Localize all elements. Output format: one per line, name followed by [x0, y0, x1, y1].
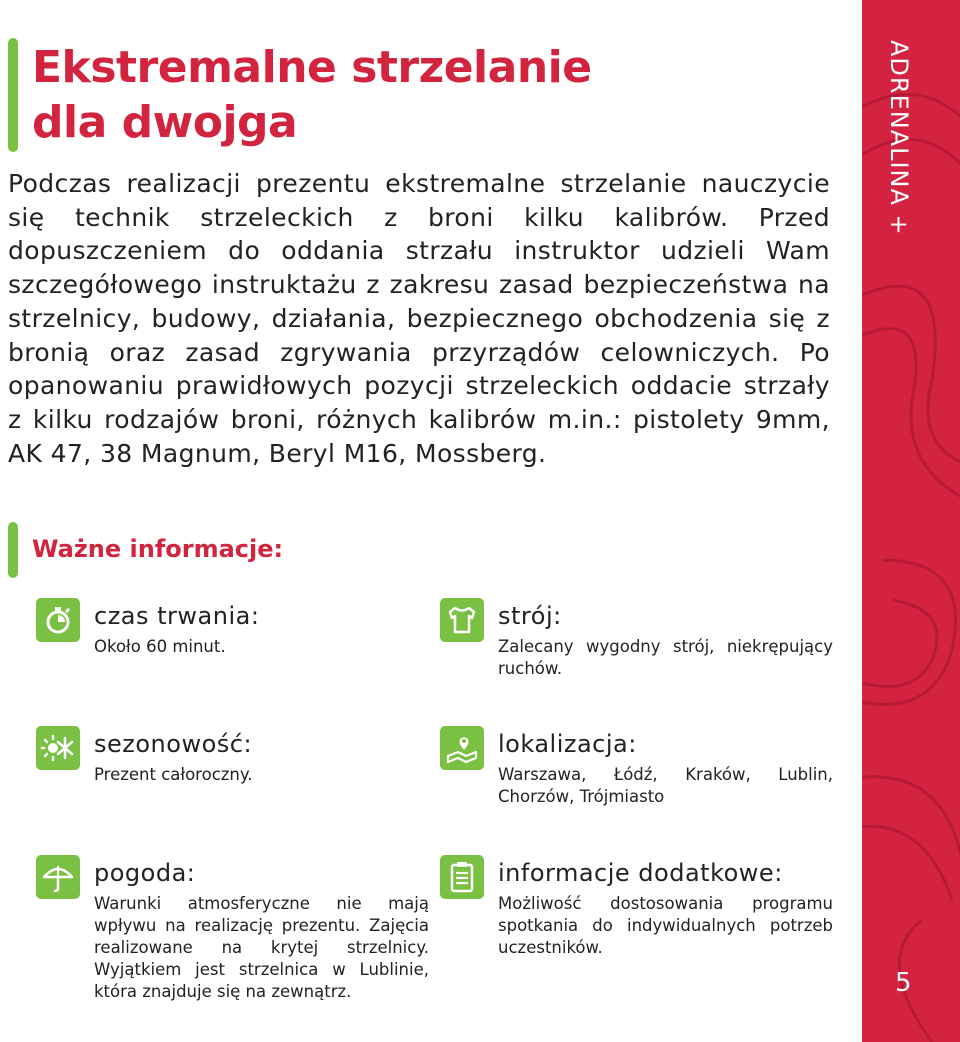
shirt-icon: [440, 598, 484, 642]
info-item-label: sezonowość:: [94, 730, 253, 758]
clipboard-icon: [440, 855, 484, 899]
title-accent-bar: [8, 38, 18, 152]
umbrella-icon: [36, 855, 80, 899]
page-title-line2: dla dwojga: [32, 97, 298, 148]
stopwatch-icon: [36, 598, 80, 642]
info-item-text: Możliwość dostosowania programu spotkania do indywidualnych potrzeb uczestników.: [498, 894, 833, 957]
info-item-text: Warszawa, Łódź, Kraków, Lublin, Chorzów, Trójmiasto: [498, 765, 833, 806]
map-pin-icon: [440, 726, 484, 770]
page-number: 5: [895, 968, 912, 998]
info-item-label: lokalizacja:: [498, 730, 637, 758]
page-title-line1: Ekstremalne strzelanie: [32, 42, 592, 93]
info-accent-bar: [8, 522, 18, 578]
category-label: ADRENALINA +: [885, 40, 913, 236]
info-heading: Ważne informacje:: [32, 535, 284, 563]
info-item-text: Zalecany wygodny strój, niekrępujący ruchów.: [498, 637, 833, 678]
info-item-label: czas trwania:: [94, 602, 260, 630]
info-item-label: strój:: [498, 602, 562, 630]
sun-snowflake-icon: [36, 726, 80, 770]
info-item-label: informacje dodatkowe:: [498, 859, 783, 887]
info-item-text: Warunki atmosferyczne nie mają wpływu na realizację prezentu. Zajęcia realizowane na krytej strzelnicy. Wyjątkiem jest strzelnica w Lublinie, która znajduje się na zewnątrz.: [94, 894, 429, 1001]
info-item-text: Prezent całoroczny.: [94, 765, 253, 784]
info-item-label: pogoda:: [94, 859, 196, 887]
page-title: [32, 40, 592, 150]
intro-paragraph: Podczas realizacji prezentu ekstremalne strzelanie nauczycie się technik strzeleckich z broni kilku kalibrów. Przed dopuszczeniem do oddania strzału instruktor udzieli Wam szczegółowego instruktażu z zakresu zasad bezpieczeństwa na strzelnicy, budowy, działania, bezpiecznego obchodzenia się z bronią oraz zasad zgrywania przyrządów celowniczych. Po opanowaniu prawidłowych pozycji strzeleckich oddacie strzały z kilku rodzajów broni, różnych kalibrów m.in.: pistolety 9mm, AK 47, 38 Magnum, Beryl M16, Mossberg.: [8, 169, 830, 468]
info-item-text: Około 60 minut.: [94, 637, 226, 656]
